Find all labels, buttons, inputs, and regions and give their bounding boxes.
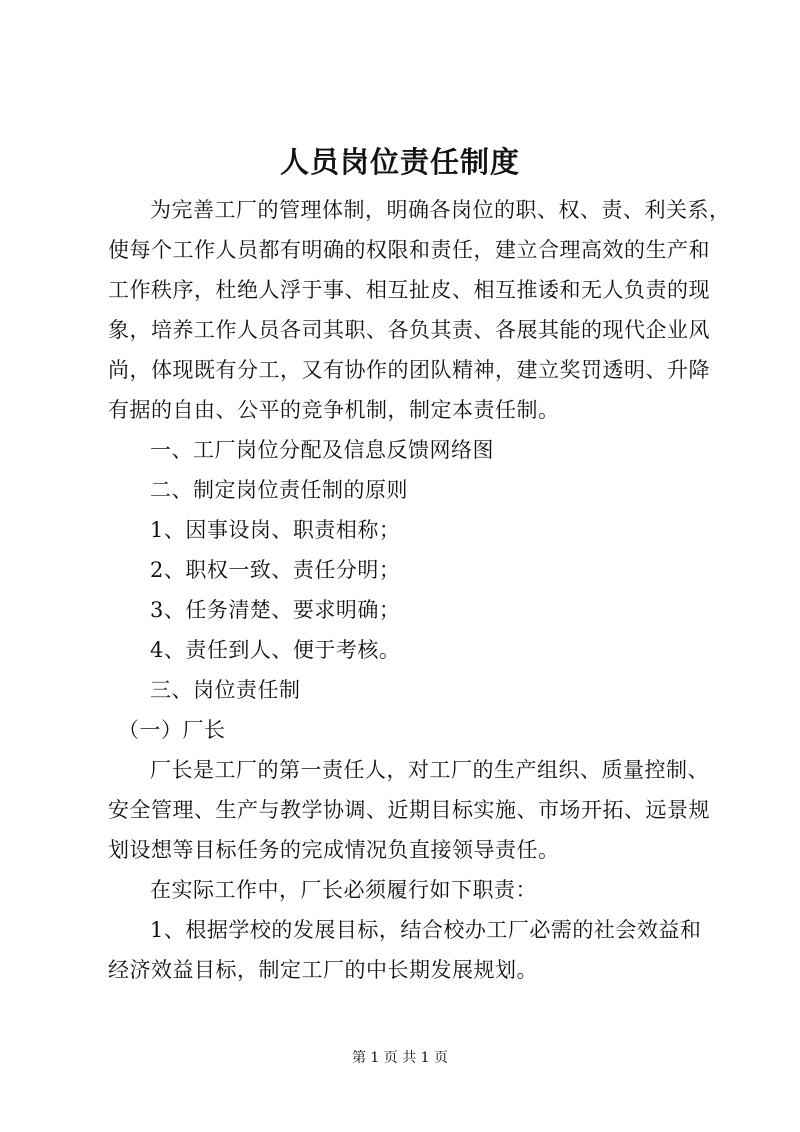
paragraph-line: 安全管理、生产与教学协调、近期目标实施、市场开拓、远景规 (108, 798, 710, 822)
director-paragraph (108, 750, 708, 870)
duty-item (108, 910, 708, 990)
paragraph-line: 象，培养工作人员各司其职、各负其责、各展其能的现代企业风 (108, 318, 710, 342)
section-heading (108, 670, 708, 710)
list-item (108, 550, 708, 590)
paragraph-line: 尚，体现既有分工，又有协作的团队精神，建立奖罚透明、升降 (108, 358, 710, 382)
subsection-heading (108, 710, 708, 750)
section-heading (108, 470, 708, 510)
list-item-text: 1、因事设岗、职责相称； (150, 518, 401, 542)
paragraph-line: 为完善工厂的管理体制，明确各岗位的职、权、责、利关系， (150, 198, 731, 222)
page-footer: 第 1 页 共 1 页 (351, 1050, 449, 1066)
list-item (108, 630, 708, 670)
list-item-text: 4、责任到人、便于考核。 (150, 638, 401, 662)
list-item-text: 3、任务清楚、要求明确； (150, 598, 401, 622)
document-body (108, 190, 731, 990)
list-item-text: 2、职权一致、责任分明； (150, 558, 401, 582)
paragraph-line: 经济效益目标，制定工厂的中长期发展规划。 (108, 958, 538, 982)
section-heading-text: 一、工厂岗位分配及信息反馈网络图 (150, 438, 494, 462)
paragraph-line: 工作秩序，杜绝人浮于事、相互扯皮、相互推诿和无人负责的现 (108, 278, 710, 302)
duties-intro (108, 870, 708, 910)
paragraph-line: 在实际工作中，厂长必须履行如下职责： (150, 878, 537, 902)
intro-paragraph (108, 190, 731, 430)
document-title: 人员岗位责任制度 (279, 145, 520, 179)
paragraph-line: 厂长是工厂的第一责任人，对工厂的生产组织、质量控制、 (150, 758, 709, 782)
subsection-heading-text: （一）厂长 (118, 718, 226, 742)
section-heading (108, 430, 708, 470)
section-heading-text: 三、岗位责任制 (150, 678, 301, 702)
section-heading-text: 二、制定岗位责任制的原则 (150, 478, 408, 502)
paragraph-line: 1、根据学校的发展目标，结合校办工厂必需的社会效益和 (150, 918, 702, 942)
paragraph-line: 划设想等目标任务的完成情况负直接领导责任。 (108, 838, 560, 862)
paragraph-line: 有据的自由、公平的竞争机制，制定本责任制。 (108, 398, 560, 422)
list-item (108, 510, 708, 550)
paragraph-line: 使每个工作人员都有明确的权限和责任，建立合理高效的生产和 (108, 238, 710, 262)
list-item (108, 590, 708, 630)
